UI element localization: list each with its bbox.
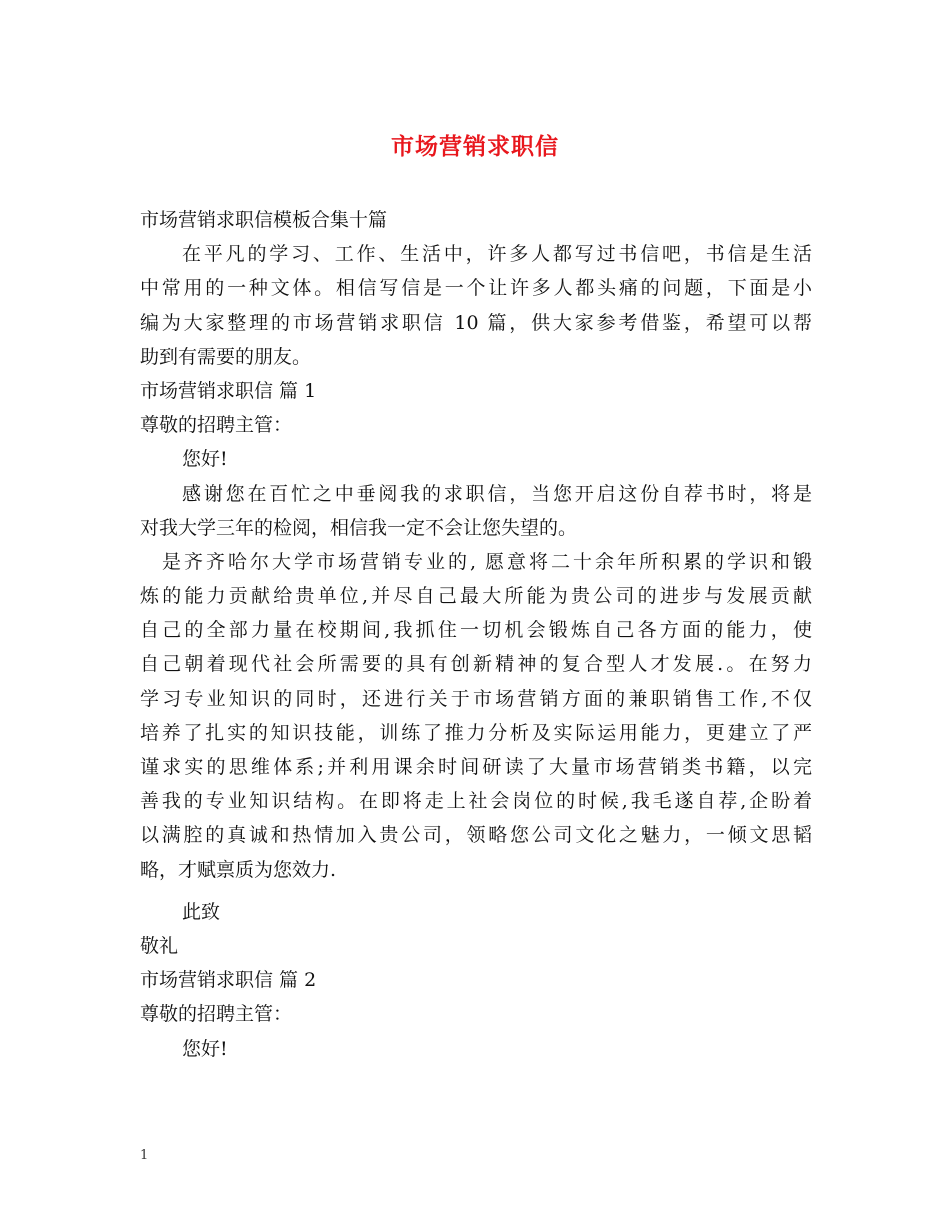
closing-jingli: 敬礼 (140, 934, 179, 957)
body-line-6: 培养了扎实的知识技能，训练了推力分析及实际运用能力，更建立了严 (140, 721, 812, 744)
body-line-2: 炼的能力贡献给贵单位,并尽自己最大所能为贵公司的进步与发展贡献 (140, 585, 812, 608)
body-line-8: 善我的专业知识结构。在即将走上社会岗位的时候,我毛遂自荐,企盼着 (140, 790, 812, 813)
thanks-line-2: 对我大学三年的检阅，相信我一定不会让您失望的。 (140, 516, 578, 539)
page-number: 1 (140, 1148, 149, 1163)
body-line-10: 略，才赋禀质为您效力. (140, 858, 337, 881)
body-line-5: 学习专业知识的同时，还进行关于市场营销方面的兼职销售工作,不仅 (140, 687, 812, 710)
greeting-1: 您好! (182, 448, 228, 471)
paragraph-gap (140, 887, 812, 895)
document-title: 市场营销求职信 (391, 133, 559, 160)
intro-line-2: 中常用的一种文体。相信写信是一个让许多人都头痛的问题，下面是小 (140, 277, 812, 300)
closing-cizhi: 此致 (182, 900, 221, 923)
body-line-1: 是齐齐哈尔大学市场营销专业的, 愿意将二十余年所积累的学识和锻 (162, 550, 812, 573)
body-line-7: 谨求实的思维体系;并利用课余时间研读了大量市场营销类书籍，以完 (140, 756, 812, 778)
body-line-4: 自己朝着现代社会所需要的具有创新精神的复合型人才发展.。在努力 (140, 653, 812, 676)
body-line-3: 自己的全部力量在校期间,我抓住一切机会锻炼自己各方面的能力，使 (140, 619, 812, 642)
document-body (140, 203, 812, 1066)
section-2-heading: 市场营销求职信 篇 2 (140, 969, 317, 992)
body-line-9: 以满腔的真诚和热情加入贵公司，领略您公司文化之魅力，一倾文思韬 (140, 824, 812, 847)
intro-line-3: 编为大家整理的市场营销求职信 10 篇，供大家参考借鉴，希望可以帮 (140, 311, 812, 334)
section-1-heading: 市场营销求职信 篇 1 (140, 379, 317, 402)
intro-line-1: 在平凡的学习、工作、生活中，许多人都写过书信吧，书信是生活 (182, 243, 812, 266)
salutation-1: 尊敬的招聘主管： (140, 414, 293, 437)
greeting-2: 您好! (182, 1037, 228, 1060)
intro-line-4: 助到有需要的朋友。 (140, 345, 312, 368)
thanks-line-1: 感谢您在百忙之中垂阅我的求职信，当您开启这份自荐书时，将是 (182, 482, 812, 505)
document-subtitle: 市场营销求职信模板合集十篇 (140, 209, 388, 231)
salutation-2: 尊敬的招聘主管： (140, 1003, 293, 1026)
